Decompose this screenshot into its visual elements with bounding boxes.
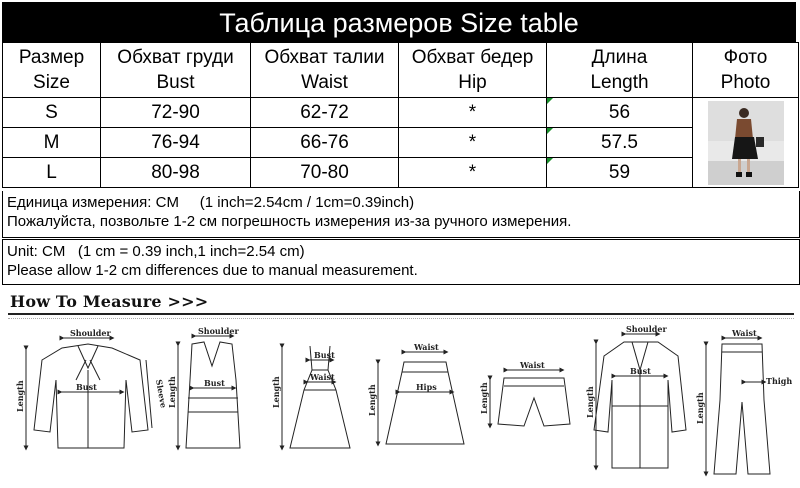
cell-length: 57.5 [547,128,693,158]
dress-drawing [282,346,350,448]
cell-hip: * [399,158,547,188]
label-bust: Bust [630,366,651,376]
label-shoulder: Shoulder [626,324,667,334]
label-bust: Bust [204,378,225,388]
label-waist: Waist [520,360,545,370]
cell-size: L [3,158,101,188]
header-hip: Обхват бедер Hip [399,43,547,98]
vest-drawing [178,336,240,448]
note-english [2,239,800,285]
cell-hip: * [399,98,547,128]
cell-waist: 70-80 [251,158,399,188]
cell-bust: 80-98 [101,158,251,188]
label-length: Length [271,376,281,408]
label-sleeve: Sleeve [154,378,169,409]
header-photo: Фото Photo [693,43,799,98]
pants-drawing [706,338,770,474]
label-length: Length [367,384,377,416]
table-row-l [3,158,799,188]
measure-illustrations [0,320,800,488]
model-photo [708,101,784,185]
coat-drawing [594,334,686,468]
header-waist: Обхват талии Waist [251,43,399,98]
cell-length: 56 [547,98,693,128]
label-bust: Bust [76,382,97,392]
note-ru-line2: Пожалуйста, позвольте 1-2 см погрешность измерения из-за ручного измерения. [7,213,572,230]
cell-waist: 66-76 [251,128,399,158]
label-waist: Waist [310,372,335,382]
label-bust: Bust [314,350,335,360]
cell-bust: 76-94 [101,128,251,158]
header-size: Размер Size [3,43,101,98]
label-length: Length [479,382,489,414]
table-row-s [3,98,799,128]
label-waist: Waist [414,342,439,352]
divider [8,318,794,319]
note-russian [2,191,800,238]
label-waist: Waist [732,328,757,338]
label-thigh: Thigh [766,376,793,386]
cell-size: M [3,128,101,158]
cell-bust: 72-90 [101,98,251,128]
label-length: Length [695,392,705,424]
label-hips: Hips [416,382,437,392]
label-length: Length [167,376,177,408]
header-row [3,43,799,98]
label-length: Length [15,380,25,412]
divider [8,313,794,315]
blouse-drawing [26,338,152,448]
table-row-m [3,128,799,158]
cell-length: 59 [547,158,693,188]
photo-cell [693,98,799,188]
table-title: Таблица размеров Size table [2,2,796,42]
cell-waist: 62-72 [251,98,399,128]
note-ru-line1: Единица измерения: CM (1 inch=2.54cm / 1cm=0.39inch) [7,194,415,211]
size-table [2,42,799,188]
label-shoulder: Shoulder [198,326,239,336]
note-en-line2: Please allow 1-2 cm differences due to manual measurement. [7,262,418,279]
cell-hip: * [399,128,547,158]
header-length: Длина Length [547,43,693,98]
label-length: Length [585,386,595,418]
shorts-drawing [490,370,570,426]
note-en-line1: Unit: CM (1 cm = 0.39 inch,1 inch=2.54 cm) [7,243,305,260]
label-shoulder: Shoulder [70,328,111,338]
skirt-drawing [378,352,464,444]
how-to-measure-heading: How To Measure >>> [10,292,209,311]
cell-size: S [3,98,101,128]
header-bust: Обхват груди Bust [101,43,251,98]
